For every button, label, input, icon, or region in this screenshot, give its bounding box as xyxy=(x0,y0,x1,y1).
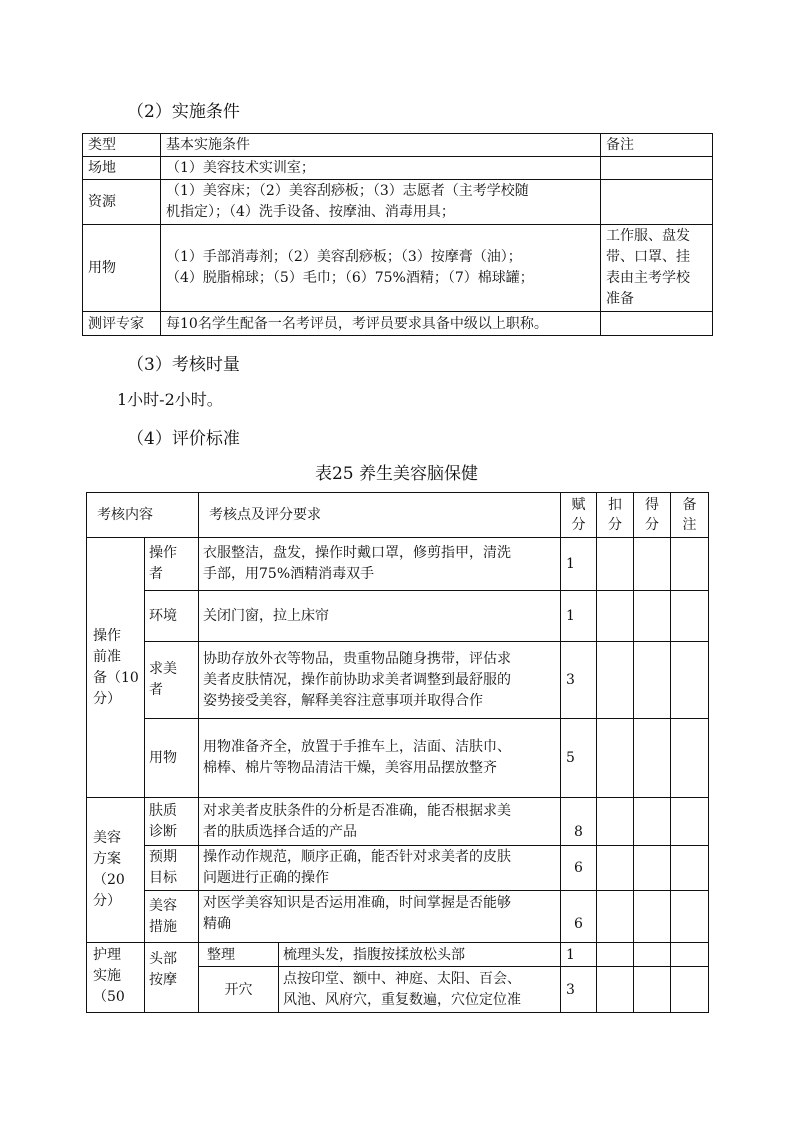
row-condition: （1）美容技术实训室； xyxy=(161,157,601,180)
score-value: 3 xyxy=(561,967,597,1013)
deduct-cell xyxy=(597,591,634,642)
got-cell xyxy=(634,967,671,1013)
table-row xyxy=(87,591,709,642)
row-note xyxy=(601,157,713,180)
score-value: 5 xyxy=(561,719,597,798)
got-cell xyxy=(634,943,671,967)
step-label: 整理 xyxy=(199,943,279,967)
remark-cell xyxy=(671,538,709,591)
note-line: 表由主考学校 xyxy=(606,270,690,286)
requirement: 梳理头发，指腹按揉放松头部 xyxy=(279,943,561,967)
row-type: 测评专家 xyxy=(83,312,161,336)
table-caption: 表25 养生美容脑保健 xyxy=(314,464,479,484)
sub-label: 肤质 诊断 xyxy=(145,798,199,846)
got-cell xyxy=(634,642,671,719)
got-cell xyxy=(634,719,671,798)
score-value: 1 xyxy=(561,538,597,591)
header-condition: 基本实施条件 xyxy=(161,134,601,157)
remark-cell xyxy=(671,591,709,642)
remark-cell xyxy=(671,943,709,967)
row-condition xyxy=(161,180,601,225)
deduct-cell xyxy=(597,967,634,1013)
table-row xyxy=(87,538,709,591)
condition-line: 机指定）；（4）洗手设备、按摩油、消毒用具； xyxy=(166,204,455,220)
deduct-cell xyxy=(597,943,634,967)
remark-cell xyxy=(671,642,709,719)
requirement: 用物准备齐全，放置于手推车上，洁面、洁肤巾、 棉棒、棉片等物品清洁干燥，美容用品摆放整齐 xyxy=(199,719,561,798)
header-deduct: 扣 分 xyxy=(597,493,634,538)
table-row xyxy=(83,312,713,336)
header-got: 得 分 xyxy=(634,493,671,538)
table-row xyxy=(83,180,713,225)
score-value: 6 xyxy=(561,891,597,943)
sub-label-head-massage: 头部 按摩 xyxy=(145,943,199,1013)
row-condition: 每10名学生配备一名考评员，考评员要求具备中级以上职称。 xyxy=(161,312,601,336)
group-label-care: 护理 实施 （50 xyxy=(87,943,145,1013)
score-value: 6 xyxy=(561,846,597,891)
condition-line: （1）手部消毒剂；（2）美容刮痧板；（3）按摩膏（油）； xyxy=(166,249,522,265)
sub-label: 预期 目标 xyxy=(145,846,199,891)
conditions-table xyxy=(82,133,713,336)
section-heading-eval: （4）评价标准 xyxy=(127,429,240,449)
score-value: 1 xyxy=(561,591,597,642)
score-value: 3 xyxy=(561,642,597,719)
deduct-cell xyxy=(597,891,634,943)
got-cell xyxy=(634,538,671,591)
row-type: 用物 xyxy=(83,225,161,312)
table-row xyxy=(87,798,709,846)
row-note xyxy=(601,180,713,225)
group-label-prep: 操作 前准 备（10 分） xyxy=(87,538,145,798)
step-label: 开穴 xyxy=(199,967,279,1013)
table-row xyxy=(87,719,709,798)
remark-cell xyxy=(671,967,709,1013)
header-points: 考核点及评分要求 xyxy=(199,493,561,538)
score-value: 1 xyxy=(561,943,597,967)
got-cell xyxy=(634,846,671,891)
table-row xyxy=(83,157,713,180)
table-row xyxy=(87,846,709,891)
row-type: 资源 xyxy=(83,180,161,225)
deduct-cell xyxy=(597,538,634,591)
requirement: 点按印堂、额中、神庭、太阳、百会、 风池、风府穴，重复数遍，穴位定位准 xyxy=(279,967,561,1013)
requirement: 衣服整洁，盘发，操作时戴口罩，修剪指甲，清洗 手部，用75%酒精消毒双手 xyxy=(199,538,561,591)
row-note xyxy=(601,225,713,312)
group-label-plan: 美容 方案 （20 分） xyxy=(87,798,145,943)
section-heading-conditions: （2）实施条件 xyxy=(127,102,240,122)
sub-label: 美容 措施 xyxy=(145,891,199,943)
requirement: 协助存放外衣等物品，贵重物品随身携带，评估求 美者皮肤情况，操作前协助求美者调整到最舒服的 姿势接受美容，解释美容注意事项并取得合作 xyxy=(199,642,561,719)
header-note: 备注 xyxy=(601,134,713,157)
row-note xyxy=(601,312,713,336)
section-heading-time: （3）考核时量 xyxy=(127,355,240,375)
condition-line: （1）美容床；（2）美容刮痧板；（3）志愿者（主考学校随 xyxy=(166,183,529,199)
note-line: 带、口罩、挂 xyxy=(606,249,690,265)
sub-label: 操作 者 xyxy=(145,538,199,591)
deduct-cell xyxy=(597,846,634,891)
header-type: 类型 xyxy=(83,134,161,157)
header-remark: 备 注 xyxy=(671,493,709,538)
table-row xyxy=(87,943,709,967)
table-row xyxy=(87,642,709,719)
note-line: 准备 xyxy=(606,291,634,307)
time-text: 1小时-2小时。 xyxy=(117,390,223,409)
row-type: 场地 xyxy=(83,157,161,180)
requirement: 对求美者皮肤条件的分析是否准确，能否根据求美 者的肤质选择合适的产品 xyxy=(199,798,561,846)
table-row xyxy=(83,225,713,312)
sub-label: 求美 者 xyxy=(145,642,199,719)
score-value: 8 xyxy=(561,798,597,846)
table-row xyxy=(87,891,709,943)
requirement: 关闭门窗，拉上床帘 xyxy=(199,591,561,642)
evaluation-table xyxy=(86,492,709,1013)
got-cell xyxy=(634,891,671,943)
deduct-cell xyxy=(597,642,634,719)
got-cell xyxy=(634,591,671,642)
deduct-cell xyxy=(597,798,634,846)
requirement: 操作动作规范，顺序正确，能否针对求美者的皮肤 问题进行正确的操作 xyxy=(199,846,561,891)
requirement: 对医学美容知识是否运用准确，时间掌握是否能够 精确 xyxy=(199,891,561,943)
header-score: 赋 分 xyxy=(561,493,597,538)
got-cell xyxy=(634,798,671,846)
note-line: 工作服、盘发 xyxy=(606,228,690,244)
remark-cell xyxy=(671,846,709,891)
sub-label: 环境 xyxy=(145,591,199,642)
remark-cell xyxy=(671,798,709,846)
row-condition xyxy=(161,225,601,312)
remark-cell xyxy=(671,719,709,798)
header-content: 考核内容 xyxy=(87,493,199,538)
remark-cell xyxy=(671,891,709,943)
deduct-cell xyxy=(597,719,634,798)
condition-line: （4）脱脂棉球；（5）毛巾；（6）75%酒精；（7）棉球罐； xyxy=(166,270,534,286)
sub-label: 用物 xyxy=(145,719,199,798)
